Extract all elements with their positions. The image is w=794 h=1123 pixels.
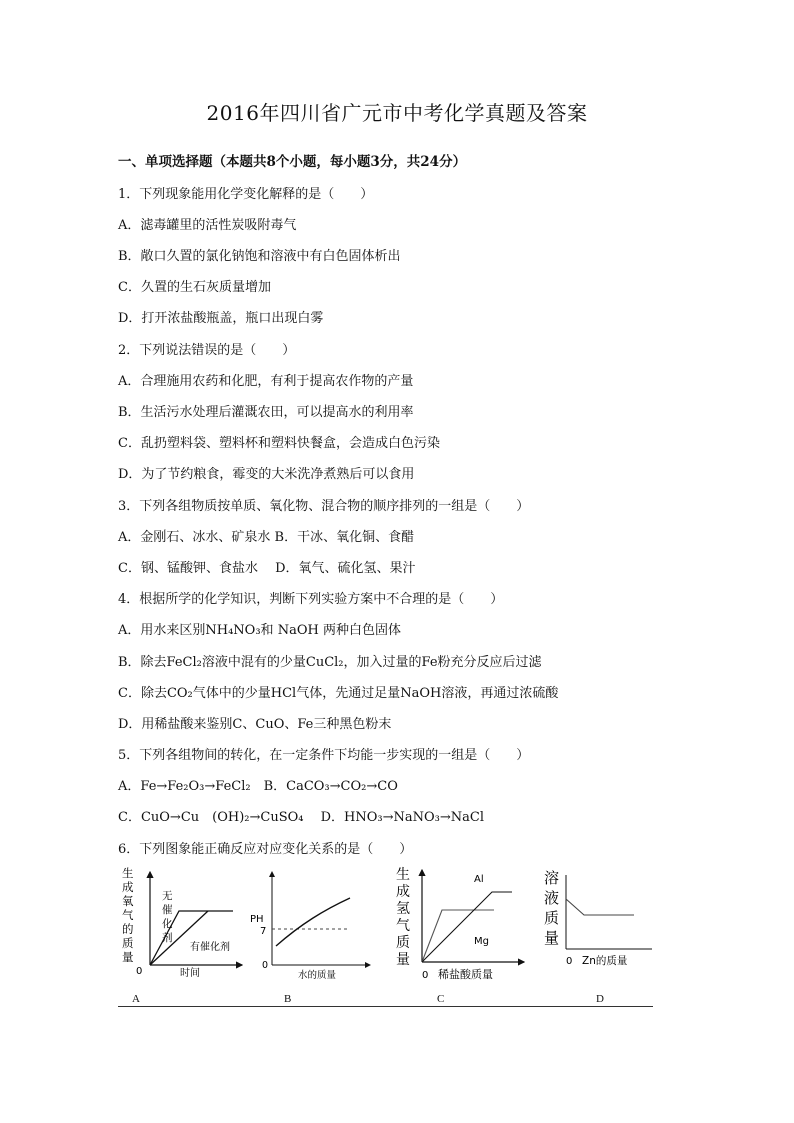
origin-label: 0 bbox=[262, 960, 269, 971]
curve-label-catalyst: 有催化剂 bbox=[190, 942, 230, 953]
y-label-char: 量 bbox=[122, 950, 134, 964]
page-title: 2016年四川省广元市中考化学真题及答案 bbox=[206, 101, 588, 125]
option-2a: A．合理施用农药和化肥，有利于提高农作物的产量 bbox=[118, 374, 414, 389]
curve-label-mg: Mg bbox=[474, 936, 489, 947]
y-axis-label: PH bbox=[250, 914, 264, 925]
y-label-char: 气 bbox=[396, 918, 410, 934]
y-label-char: 质 bbox=[122, 936, 134, 950]
section-heading: 一、单项选择题（本题共8个小题，每小题3分，共24分） bbox=[118, 154, 467, 170]
figure-caption-a: A bbox=[132, 993, 140, 1005]
option-3ab: A．金刚石、冰水、矿泉水 B．干冰、氧化铜、食醋 bbox=[118, 530, 415, 545]
question-6: 6．下列图象能正确反应对应变化关系的是（ ） bbox=[118, 842, 413, 857]
option-4c: C．除去CO₂气体中的少量HCl气体，先通过足量NaOH溶液，再通过浓硫酸 bbox=[118, 686, 559, 701]
option-3cd: C．钢、锰酸钾、食盐水 D．氧气、硫化氢、果汁 bbox=[118, 561, 416, 576]
option-4a: A．用水来区别NH₄NO₃和 NaOH 两种白色固体 bbox=[118, 623, 401, 638]
y-label-char: 生 bbox=[396, 867, 410, 883]
figure-d bbox=[540, 865, 660, 975]
figure-caption-c: C bbox=[437, 993, 445, 1005]
y-label-char: 的 bbox=[122, 922, 134, 936]
option-1a: A．滤毒罐里的活性炭吸附毒气 bbox=[118, 218, 297, 233]
y-label-char: 溶 bbox=[544, 869, 560, 887]
x-axis-label: Zn的质量 bbox=[582, 955, 628, 967]
y-label-char: 成 bbox=[396, 884, 410, 900]
option-1b: B．敞口久置的氯化钠饱和溶液中有白色固体析出 bbox=[118, 249, 401, 264]
option-4d: D．用稀盐酸来鉴别C、CuO、Fe三种黑色粉末 bbox=[118, 717, 392, 732]
curve-catalyst bbox=[150, 911, 208, 965]
figure-b bbox=[246, 862, 376, 982]
y-label-char: 生 bbox=[122, 866, 134, 880]
option-1d: D．打开浓盐酸瓶盖，瓶口出现白雾 bbox=[118, 311, 324, 326]
origin-label: 0 bbox=[566, 956, 573, 967]
x-axis-label: 稀盐酸质量 bbox=[438, 968, 493, 981]
option-4b: B．除去FeCl₂溶液中混有的少量CuCl₂，加入过量的Fe粉充分反应后过滤 bbox=[118, 655, 542, 670]
option-5cd: C．CuO→Cu (OH)₂→CuSO₄ D．HNO₃→NaNO₃→NaCl bbox=[118, 810, 484, 825]
question-1: 1．下列现象能用化学变化解释的是（ ） bbox=[118, 187, 374, 202]
y-label-char: 质 bbox=[544, 909, 560, 927]
figure-caption-b: B bbox=[284, 993, 292, 1005]
figure-divider bbox=[118, 1006, 653, 1007]
tick-label-7: 7 bbox=[260, 926, 267, 937]
y-label-char: 质 bbox=[396, 935, 410, 951]
option-5ab: A．Fe→Fe₂O₃→FeCl₂ B．CaCO₃→CO₂→CO bbox=[118, 779, 398, 794]
ph-curve bbox=[276, 898, 350, 946]
y-label-char: 氧 bbox=[122, 894, 134, 908]
option-2d: D．为了节约粮食，霉变的大米洗净煮熟后可以食用 bbox=[118, 467, 415, 482]
curve-label-char: 催 bbox=[162, 904, 173, 916]
origin-label: 0 bbox=[422, 970, 429, 981]
y-label-char: 量 bbox=[544, 929, 560, 947]
x-axis-label: 时间 bbox=[180, 968, 200, 979]
y-label-char: 氢 bbox=[396, 901, 410, 917]
question-3: 3．下列各组物质按单质、氧化物、混合物的顺序排列的一组是（ ） bbox=[118, 499, 530, 514]
option-2b: B．生活污水处理后灌溉农田，可以提高水的利用率 bbox=[118, 405, 414, 420]
curve-label-char: 无 bbox=[162, 890, 173, 902]
figure-a bbox=[118, 862, 248, 982]
figure-caption-d: D bbox=[596, 993, 604, 1005]
x-axis-label: 水的质量 bbox=[298, 970, 337, 981]
question-2: 2．下列说法错误的是（ ） bbox=[118, 343, 296, 358]
y-label-char: 液 bbox=[544, 889, 560, 907]
question-5: 5．下列各组物间的转化，在一定条件下均能一步实现的一组是（ ） bbox=[118, 748, 530, 763]
figure-c bbox=[390, 858, 530, 982]
y-label-char: 量 bbox=[396, 952, 410, 968]
curve-label-char: 剂 bbox=[162, 932, 173, 944]
option-1c: C．久置的生石灰质量增加 bbox=[118, 280, 271, 295]
curve-label-char: 化 bbox=[162, 918, 173, 930]
solution-mass-curve bbox=[566, 899, 634, 915]
question-4: 4．根据所学的化学知识，判断下列实验方案中不合理的是（ ） bbox=[118, 592, 504, 607]
y-label-char: 成 bbox=[122, 880, 134, 894]
option-2c: C．乱扔塑料袋、塑料杯和塑料快餐盒，会造成白色污染 bbox=[118, 436, 440, 451]
y-label-char: 气 bbox=[122, 908, 134, 922]
origin-label: 0 bbox=[136, 966, 143, 977]
curve-label-al: Al bbox=[474, 874, 484, 885]
